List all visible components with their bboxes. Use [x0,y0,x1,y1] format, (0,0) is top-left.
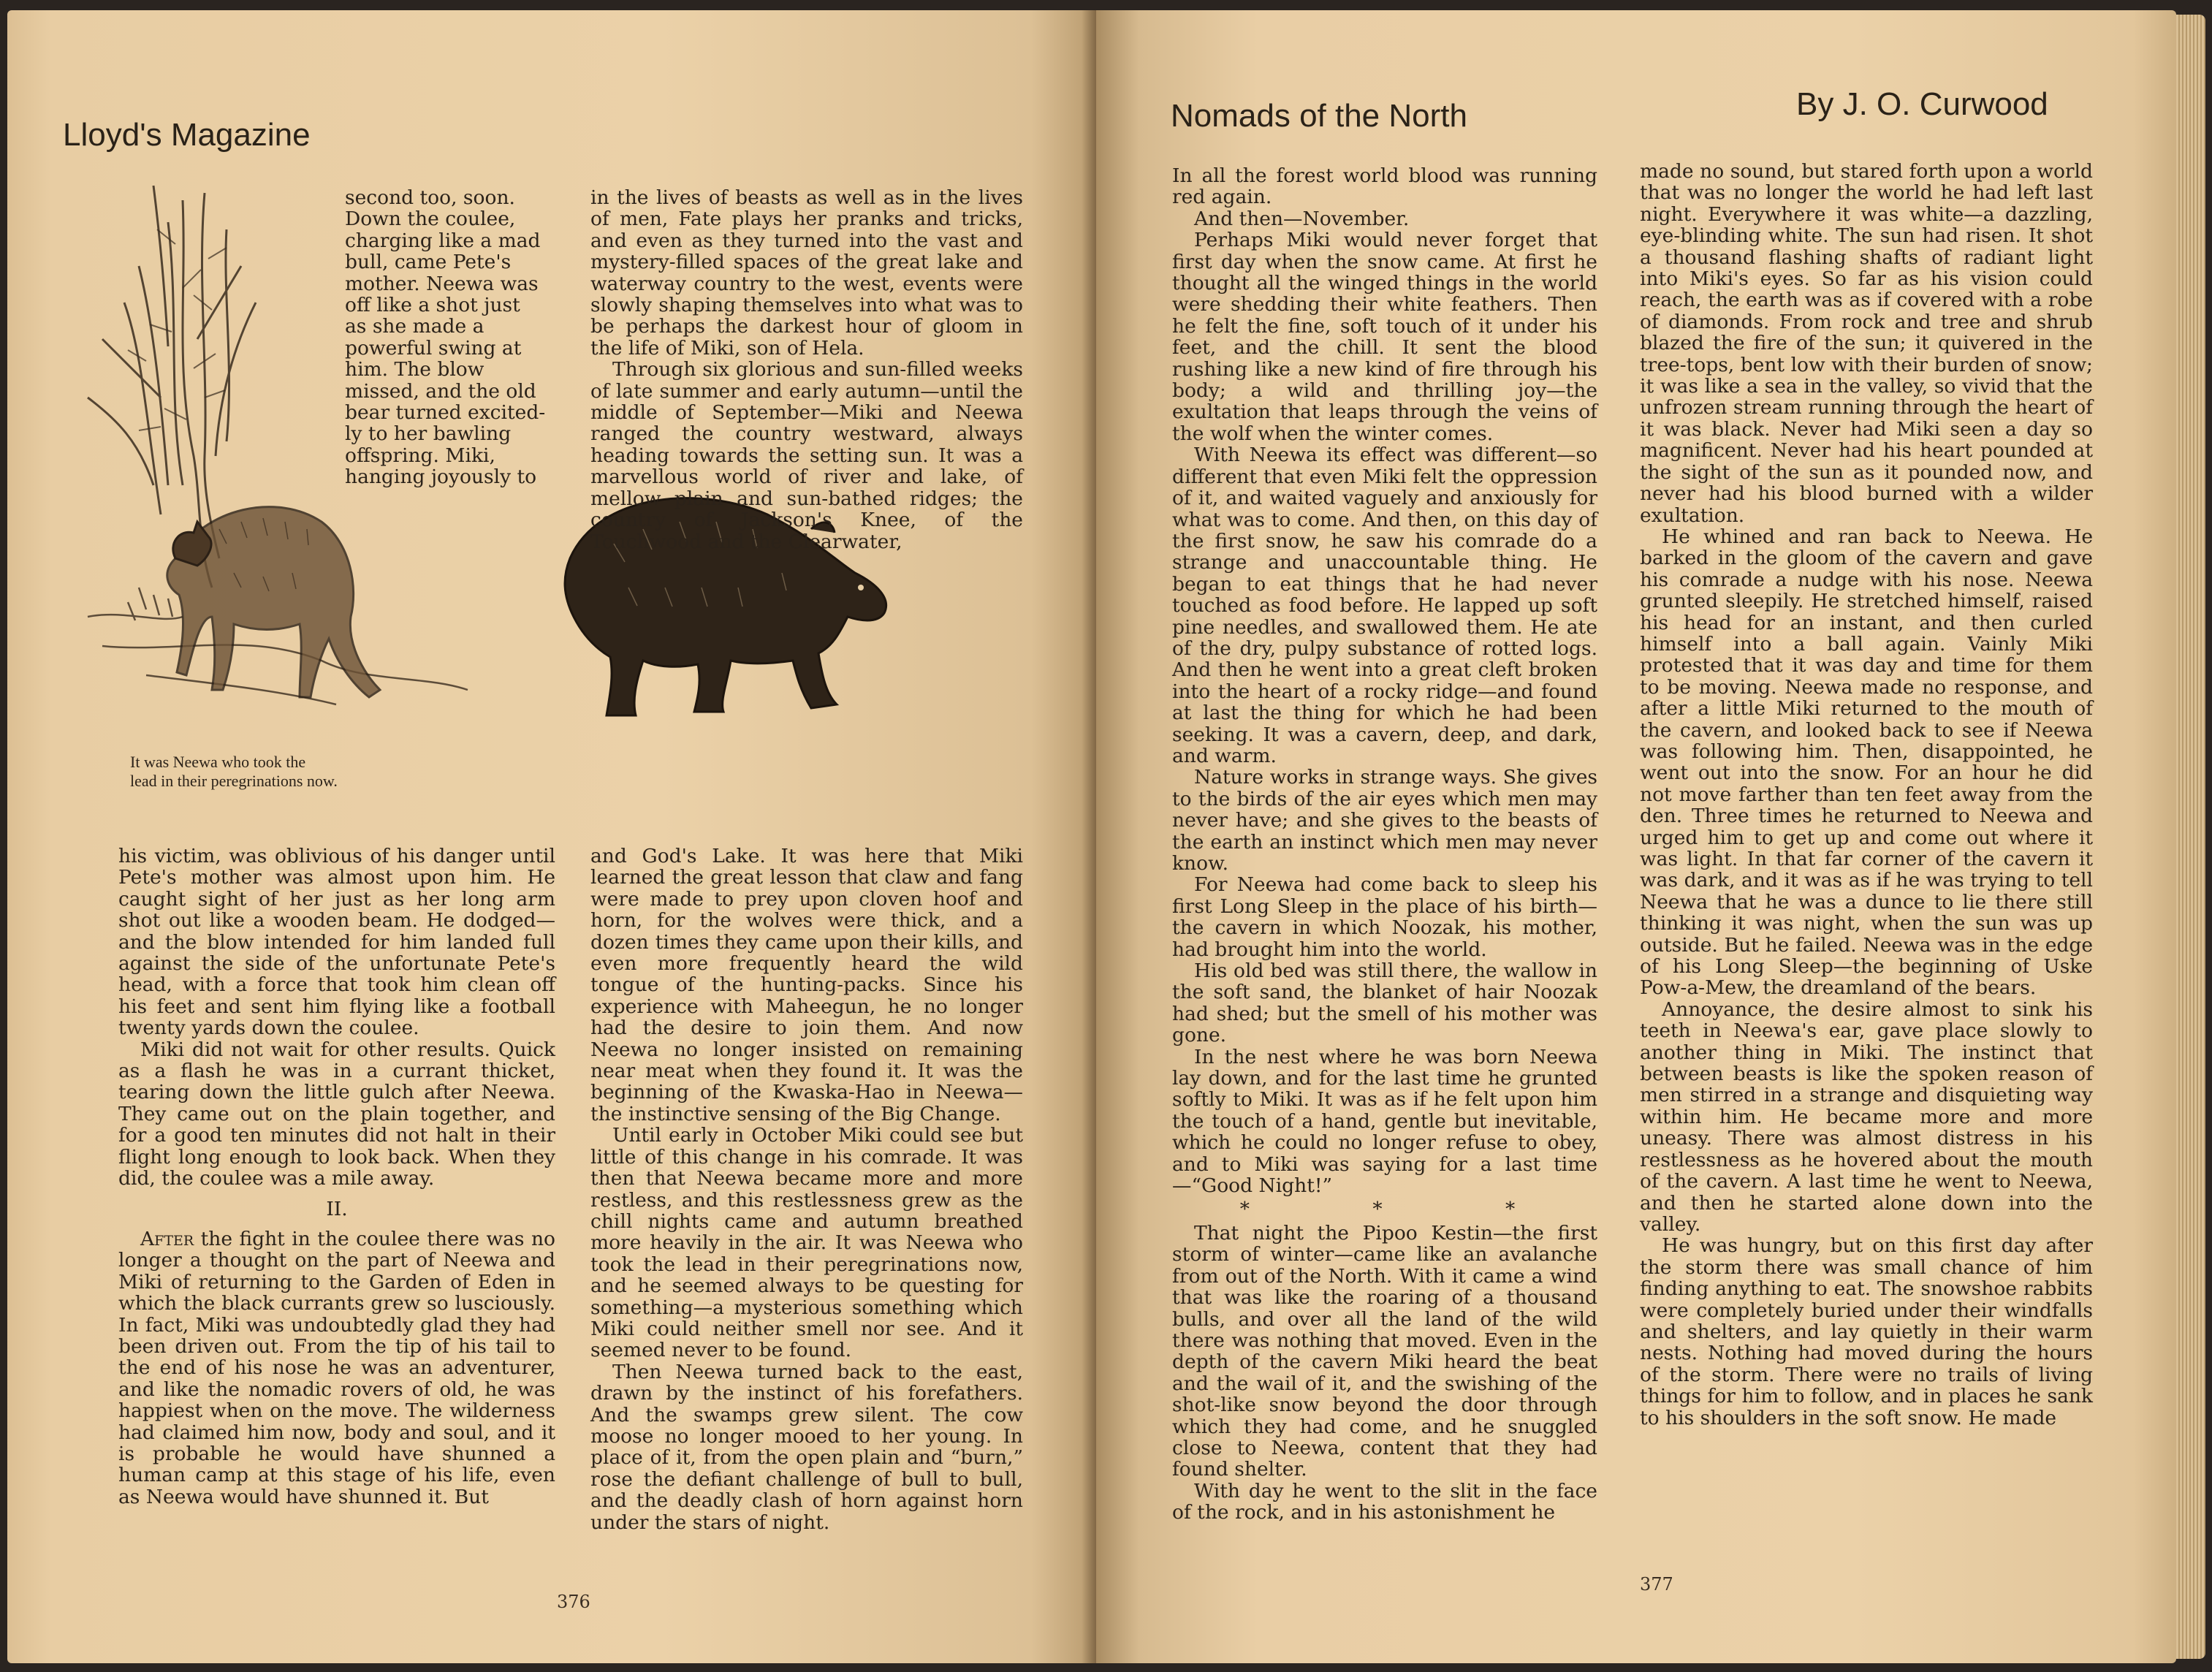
paragraph: made no sound, but stared forth upon a world that was no longer the world he had left last night. Everywhere it was white—a dazzling, eye-blinding white. The sun had risen. It shot a thousand flashing shafts of radiant light into Miki's eyes. So far as his vision could reach, the earth was as if covered with a robe of diamonds. From rock and tree and shrub blazed the fire of the sun; it quivered in the tree-tops, bent low with their burden of snow; it was like a sea in the valley, so vivid that the unfrozen stream running through the heart of it was black. Never had Miki seen a day so magnificent. Never had his heart pounded at the sight of the sun as it pounded now, and never had his blood burned with a wilder exultation. [1640,160,2093,527]
paragraph [118,1228,555,1508]
paragraph: For Neewa had come back to sleep his first Long Sleep in the place of his birth—the cavern in which Noozak, his mother, had brought him into the world. [1172,873,1597,961]
left-col2-bottom [590,846,1023,1533]
text-line: charging like a mad [345,229,541,252]
paragraph: And then—November. [1194,207,1410,230]
paragraph: Nature works in strange ways. She gives to the birds of the air eyes which men may never have; and she gives to the beasts of the earth an instinct which men may never know. [1172,766,1597,875]
left-col1-bottom [118,846,555,1508]
left-col1-top [345,187,553,488]
right-col1 [1172,165,1597,1524]
section-first-word: After [140,1227,194,1250]
text-line: ly to her bawling [345,422,512,446]
text-line: mother. Neewa was [345,272,539,295]
text-line: second too, soon. [345,186,515,209]
section-text: the fight in the coulee there was no longer a thought on the part of Neewa and Miki of returning to the Garden of Eden in which the black currants grew so lusciously. In fact, Miki was undoubtedly glad they had been driven out. From the tip of his tail to the end of his nose he was an adventurer, and like the nomadic rovers of old, he was happiest when on the move. The wilderness had claimed him now, body and soul, and it is probable he would have shunned a human camp at this stage of his life, even as Neewa would have shunned it. But [118,1227,555,1508]
text-line: missed, and the old [345,379,536,403]
right-page [1096,10,2176,1663]
left-col2-top [590,187,1023,552]
text-line: off like a shot just [345,294,520,317]
text-line: Down the coulee, [345,208,516,231]
page-number-right: 377 [1640,1574,1673,1595]
paragraph: and God's Lake. It was here that Miki learned the great lesson that claw and fang were made to prey upon cloven hoof and horn, for the wolves were thick, and a dozen times they came upon their kills, and even more frequently heard the wild tongue of the hunting-packs. Since his experience with Maheegun, he no longer had the desire to join them. And now Neewa no longer insisted on remaining near meat when they found it. It was the beginning of the Kwaska-Hao in Neewa—the instinctive sensing of the Big Change. [590,845,1023,1125]
paragraph: Then Neewa turned back to the east, drawn by the instinct of his forefathers. And the swamps grew silent. The cow moose no longer mooed to her young. In place of it, from the open plain and “burn,” rose the defiant challenge of bull to bull, and the deadly clash of horn against horn under the stars of night. [590,1360,1023,1534]
paragraph: In the nest where he was born Neewa lay down, and for the last time he grunted softly to Miki. It was as if he felt upon him the touch of a hand, gentle but inevitable, which he could no longer refuse to obey, and to Miki was saying for a last time—“Good Night!” [1172,1045,1597,1198]
page-number-left: 376 [557,1592,590,1612]
running-head-title: Nomads of the North [1171,98,1467,134]
running-head-left: Lloyd's Magazine [63,117,311,153]
paragraph: Until early in October Miki could see but little of this change in his comrade. It was then that Neewa became more and more restless, and this restlessness grew as the chill nights came and autumn breathed more heavily in the air. It was Neewa who took the lead in their peregrinations now, and he seemed always to be questing for something—a mysterious something which Miki could neither smell nor see. And it seemed never to be found. [590,1124,1023,1362]
caption-line-1: It was Neewa who took the [130,753,306,771]
paragraph: With day he went to the slit in the face of the rock, and in his astonishment he [1172,1479,1597,1524]
text-line: powerful swing at [345,336,522,360]
text-line: as she made a [345,315,484,338]
paragraph: in the lives of beasts as well as in the lives of men, Fate plays her pranks and tricks, and even as they turned into the vast and mystery-filled spaces of the great lake and waterway country to the west, events were slowly shaping themselves into what was to be perhaps the darkest hour of gloom in the life of Miki, son of Hela. [590,186,1023,360]
section-number: II. [326,1197,348,1220]
text-line: him. The blow [345,358,484,381]
text-line: bear turned excited- [345,401,546,425]
paragraph: Through six glorious and sun-filled weeks of late summer and early autumn—until the middle of September—Miki and Neewa ranged the country westward, always heading towards the setting sun. It was a marvellous world of river and lake, of mellow plain and sun-bathed ridges; the country of Jackson's Knee, of the Touchwood and the Clearwater, [590,358,1023,553]
caption-line-2: lead in their peregrinations now. [130,772,338,790]
paragraph: In all the forest world blood was running red again. [1172,164,1597,209]
paragraph: his victim, was oblivious of his danger until Pete's mother was almost upon him. He caught sight of her just as her long arm shot out like a wooden beam. He dodged—and the blow intended for him landed full against the side of the unfortunate Pete's head, with a force that took him clean off his feet and sent him flying like a football twenty yards down the coulee. [118,845,555,1040]
page-edges [2176,15,2205,1659]
paragraph: He whined and ran back to Neewa. He barked in the gloom of the cavern and gave his comrade a nudge with his nose. Neewa grunted sleepily. He stretched himself, raised his head for an instant, and then curled himself into a ball again. Vainly Miki protested that it was day and time for them to be moving. Neewa made no response, and after a little Miki returned to the mouth of the cavern, and looked back to see if Neewa was following him. Then, disappointed, he went out into the snow. For an hour he did not move farther than ten feet away from the den. Three times he returned to Neewa and urged him to get up and come out where it was light. In that far corner of the cavern it was dark, and it was as if he was trying to tell Neewa that he was a dunce to lie there still thinking it was night, when the sun was up outside. But he failed. Neewa was in the edge of his Long Sleep—the beginning of Uske Pow-a-Mew, the dreamland of the bears. [1640,525,2093,1000]
paragraph: Miki did not wait for other results. Quick as a flash he was in a currant thicket, tearing down the little gulch after Neewa. They came out on the plain together, and for a good ten minutes did not halt in their flight long enough to look back. When they did, the coulee was a mile away. [118,1038,555,1190]
running-head-author: By J. O. Curwood [1796,86,2048,122]
text-line: hanging joyously to [345,466,537,489]
paragraph: Perhaps Miki would never forget that first day when the snow came. At first he thought all the winged things in the world were shedding their white feathers. Then he felt the fine, soft touch of it under his feet, and the chill. It sent the blood rushing like a new kind of fire through his body; a wild and thrilling joy—the exultation that leaps through the veins of the wolf when the winter comes. [1172,229,1597,445]
illustration-caption [130,753,437,791]
paragraph: He was hungry, but on this first day after the storm there was small chance of him finding anything to eat. The snowshoe rabbits were completely buried under their windfalls and shelters, and lay quietly in their warm nests. Nothing had moved during the hours of the storm. There were no trails of living things for him to follow, and in places he sank to his shoulders in the soft snow. He made [1640,1234,2093,1429]
paragraph: His old bed was still there, the wallow in the soft sand, the blanket of hair Noozak had shed; but the smell of his mother was gone. [1172,960,1597,1047]
text-line: offspring. Miki, [345,444,495,467]
paragraph: That night the Pipoo Kestin—the first storm of winter—came like an avalanche from out of the North. With it came a wind that was like the roaring of a thousand bulls, and over all the land of the wild there was nothing that moved. Even in the depth of the cavern Miki heard the beat and the wail of it, and the swishing of the shot-like snow beyond the door through which they had come, and he snuggled close to Neewa, content that they had found shelter. [1172,1221,1597,1481]
text-line: bull, came Pete's [345,251,512,274]
dog-figure [167,507,380,697]
paragraph: With Neewa its effect was different—so different that even Miki felt the oppression of it, and waited vaguely and anxiously for what was to come. And then, on this day of the first snow, he saw his comrade do a strange and unaccountable thing. He began to eat things that he had never touched as food before. He lapped up soft pine needles, and swallowed them. He ate of the dry, pulpy substance of rotted logs. And then he went into a great cleft broken into the heart of a rocky ridge—and found at last the thing for which he had been seeking. It was a cavern, deep, and dark, and warm. [1172,444,1597,767]
right-col2 [1640,161,2093,1429]
paragraph: Annoyance, the desire almost to sink his teeth in Neewa's ear, gave place slowly to another thing in Miki. The instinct that between beasts is like the spoken reason of men stirred in a strange and disquieting way within him. He became more and more uneasy. There was almost distress in his restlessness as he hovered about the mouth of the cavern. A last time he went to Neewa, and then he started alone down into the valley. [1640,997,2093,1236]
left-page [7,10,1096,1663]
section-break: * * * [1239,1197,1574,1220]
